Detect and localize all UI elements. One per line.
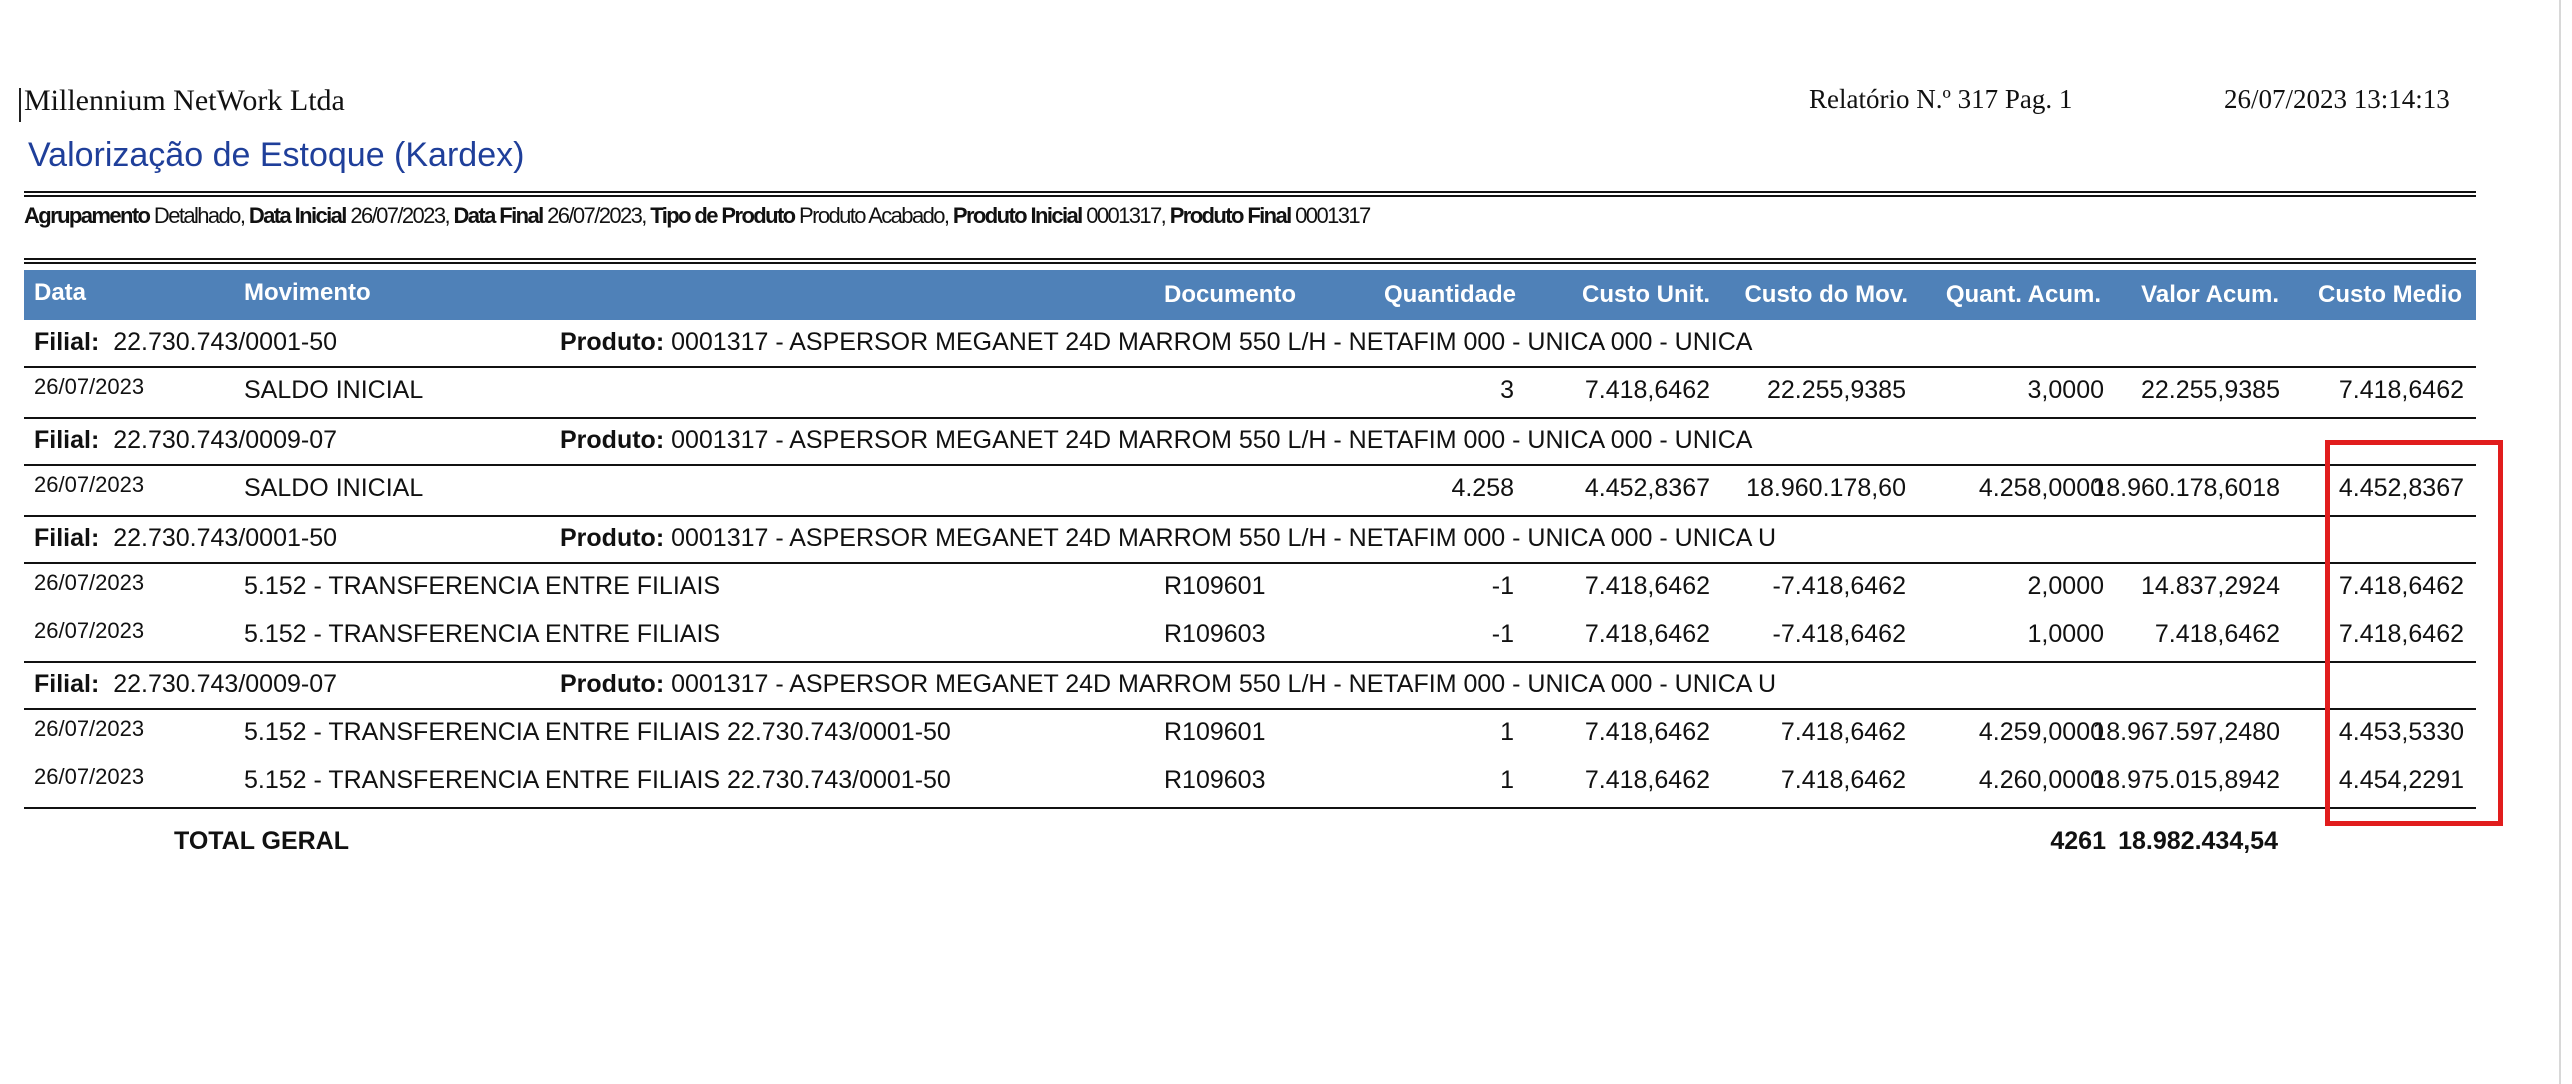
cell-valor-acum: 14.837,2924 (2140, 572, 2280, 600)
cell-movimento: SALDO INICIAL (244, 474, 424, 502)
group-row (24, 662, 2476, 706)
divider (24, 191, 2476, 193)
filter-value: 0001317 (1295, 203, 1370, 228)
table-row (24, 368, 2476, 412)
cell-custo-medio: 7.418,6462 (2338, 620, 2464, 648)
cell-data: 26/07/2023 (34, 374, 145, 399)
report-number: Relatório N.º 317 Pag. 1 (1809, 84, 2073, 114)
produto-value: 0001317 - ASPERSOR MEGANET 24D MARROM 550 L/H - NETAFIM 000 - UNICA 000 - UNICA U (671, 670, 1777, 698)
filter-value: Produto Acabado, (799, 203, 949, 228)
filial-label: Filial: (34, 670, 100, 698)
filial-value: 22.730.743/0001-50 (113, 524, 338, 552)
produto-value: 0001317 - ASPERSOR MEGANET 24D MARROM 550 L/H - NETAFIM 000 - UNICA 000 - UNICA U (671, 524, 1777, 552)
cell-valor-acum: 18.975.015,8942 (2092, 766, 2280, 794)
cell-quant-acum: 3,0000 (2027, 376, 2104, 404)
text-cursor (19, 88, 21, 122)
cell-valor-acum: 22.255,9385 (2140, 376, 2280, 404)
divider (24, 258, 2476, 260)
table-row (24, 710, 2476, 754)
cell-quantidade: 3 (1500, 376, 1514, 404)
total-quant: 4261 (2050, 827, 2106, 855)
produto-label: Produto: (560, 524, 665, 552)
filter-label: Data Final (453, 203, 543, 228)
cell-custo-mov: -7.418,6462 (1772, 572, 1906, 600)
cell-quantidade: 4.258 (1451, 474, 1514, 502)
cell-quant-acum: 1,0000 (2027, 620, 2104, 648)
cell-custo-medio: 7.418,6462 (2338, 376, 2464, 404)
filter-label: Agrupamento (24, 203, 150, 228)
cell-movimento: 5.152 - TRANSFERENCIA ENTRE FILIAIS 22.730.743/0001-50 (244, 718, 951, 746)
filter-value: 0001317, (1086, 203, 1166, 228)
cell-quant-acum: 4.259,0000 (1978, 718, 2104, 746)
col-quant-acum: Quant. Acum. (1945, 281, 2101, 308)
cell-data: 26/07/2023 (34, 716, 145, 741)
filter-value: 26/07/2023, (547, 203, 646, 228)
cell-custo-unit: 7.418,6462 (1584, 376, 1710, 404)
filter-label: Tipo de Produto (650, 203, 795, 228)
cell-custo-mov: -7.418,6462 (1772, 620, 1906, 648)
col-documento: Documento (1164, 281, 1296, 308)
window-edge (2559, 0, 2561, 1084)
report-title: Valorização de Estoque (Kardex) (28, 136, 525, 174)
cell-documento: R109603 (1164, 766, 1266, 794)
cell-valor-acum: 18.967.597,2480 (2092, 718, 2280, 746)
cell-custo-medio: 4.452,8367 (2338, 474, 2464, 502)
cell-data: 26/07/2023 (34, 472, 145, 497)
total-row (24, 827, 2476, 871)
cell-quantidade: 1 (1500, 766, 1514, 794)
filter-summary (24, 203, 1370, 229)
cell-custo-unit: 7.418,6462 (1584, 620, 1710, 648)
cell-data: 26/07/2023 (34, 618, 145, 643)
cell-custo-mov: 7.418,6462 (1780, 766, 1906, 794)
group-row (24, 320, 2476, 364)
cell-custo-unit: 4.452,8367 (1584, 474, 1710, 502)
report-datetime: 26/07/2023 13:14:13 (2224, 84, 2450, 114)
filial-label: Filial: (34, 524, 100, 552)
group-row (24, 516, 2476, 560)
produto-label: Produto: (560, 328, 665, 356)
cell-movimento: 5.152 - TRANSFERENCIA ENTRE FILIAIS (244, 572, 721, 600)
table-row (24, 612, 2476, 656)
highlight-box (2325, 440, 2503, 826)
produto-value: 0001317 - ASPERSOR MEGANET 24D MARROM 550 L/H - NETAFIM 000 - UNICA 000 - UNICA (671, 426, 1753, 454)
cell-quantidade: 1 (1500, 718, 1514, 746)
col-quantidade: Quantidade (1383, 281, 1516, 308)
cell-quant-acum: 4.260,0000 (1978, 766, 2104, 794)
cell-custo-medio: 4.454,2291 (2338, 766, 2464, 794)
divider (24, 195, 2476, 197)
cell-custo-mov: 18.960.178,60 (1746, 474, 1906, 502)
cell-valor-acum: 18.960.178,6018 (2092, 474, 2280, 502)
cell-movimento: 5.152 - TRANSFERENCIA ENTRE FILIAIS (244, 620, 721, 648)
produto-label: Produto: (560, 426, 665, 454)
col-valor-acum: Valor Acum. (2141, 281, 2279, 308)
cell-custo-mov: 22.255,9385 (1766, 376, 1906, 404)
cell-custo-medio: 7.418,6462 (2338, 572, 2464, 600)
cell-custo-medio: 4.453,5330 (2338, 718, 2464, 746)
filial-value: 22.730.743/0001-50 (113, 328, 338, 356)
cell-movimento: 5.152 - TRANSFERENCIA ENTRE FILIAIS 22.730.743/0001-50 (244, 766, 951, 794)
group-divider (24, 807, 2476, 809)
divider (24, 262, 2476, 264)
cell-documento: R109601 (1164, 572, 1266, 600)
produto-label: Produto: (560, 670, 665, 698)
filter-value: 26/07/2023, (350, 203, 449, 228)
cell-custo-mov: 7.418,6462 (1780, 718, 1906, 746)
cell-documento: R109601 (1164, 718, 1266, 746)
col-movimento: Movimento (244, 279, 371, 306)
table-row (24, 564, 2476, 608)
table-row (24, 466, 2476, 510)
col-custo-mov: Custo do Mov. (1744, 281, 1908, 308)
cell-custo-unit: 7.418,6462 (1584, 718, 1710, 746)
cell-quantidade: -1 (1491, 572, 1514, 600)
table-row (24, 758, 2476, 802)
filter-value: Detalhado, (153, 203, 245, 228)
cell-quant-acum: 4.258,0000 (1978, 474, 2104, 502)
filial-value: 22.730.743/0009-07 (113, 670, 338, 698)
filter-label: Data Inicial (248, 203, 346, 228)
cell-documento: R109603 (1164, 620, 1266, 648)
filter-label: Produto Inicial (952, 203, 1082, 228)
group-row (24, 418, 2476, 462)
cell-custo-unit: 7.418,6462 (1584, 572, 1710, 600)
cell-valor-acum: 7.418,6462 (2154, 620, 2280, 648)
cell-quant-acum: 2,0000 (2027, 572, 2104, 600)
filial-label: Filial: (34, 426, 100, 454)
total-label: TOTAL GERAL (174, 827, 349, 855)
produto-value: 0001317 - ASPERSOR MEGANET 24D MARROM 550 L/H - NETAFIM 000 - UNICA 000 - UNICA (671, 328, 1753, 356)
filial-label: Filial: (34, 328, 100, 356)
cell-data: 26/07/2023 (34, 764, 145, 789)
filter-label: Produto Final (1169, 203, 1291, 228)
cell-custo-unit: 7.418,6462 (1584, 766, 1710, 794)
col-custo-medio: Custo Medio (2318, 281, 2462, 308)
col-data: Data (34, 279, 87, 306)
cell-data: 26/07/2023 (34, 570, 145, 595)
cell-quantidade: -1 (1491, 620, 1514, 648)
company-name: Millennium NetWork Ltda (24, 84, 345, 117)
total-valor: 18.982.434,54 (2118, 827, 2278, 855)
table-header (24, 270, 2476, 320)
col-custo-unit: Custo Unit. (1582, 281, 1710, 308)
cell-movimento: SALDO INICIAL (244, 376, 424, 404)
filial-value: 22.730.743/0009-07 (113, 426, 338, 454)
